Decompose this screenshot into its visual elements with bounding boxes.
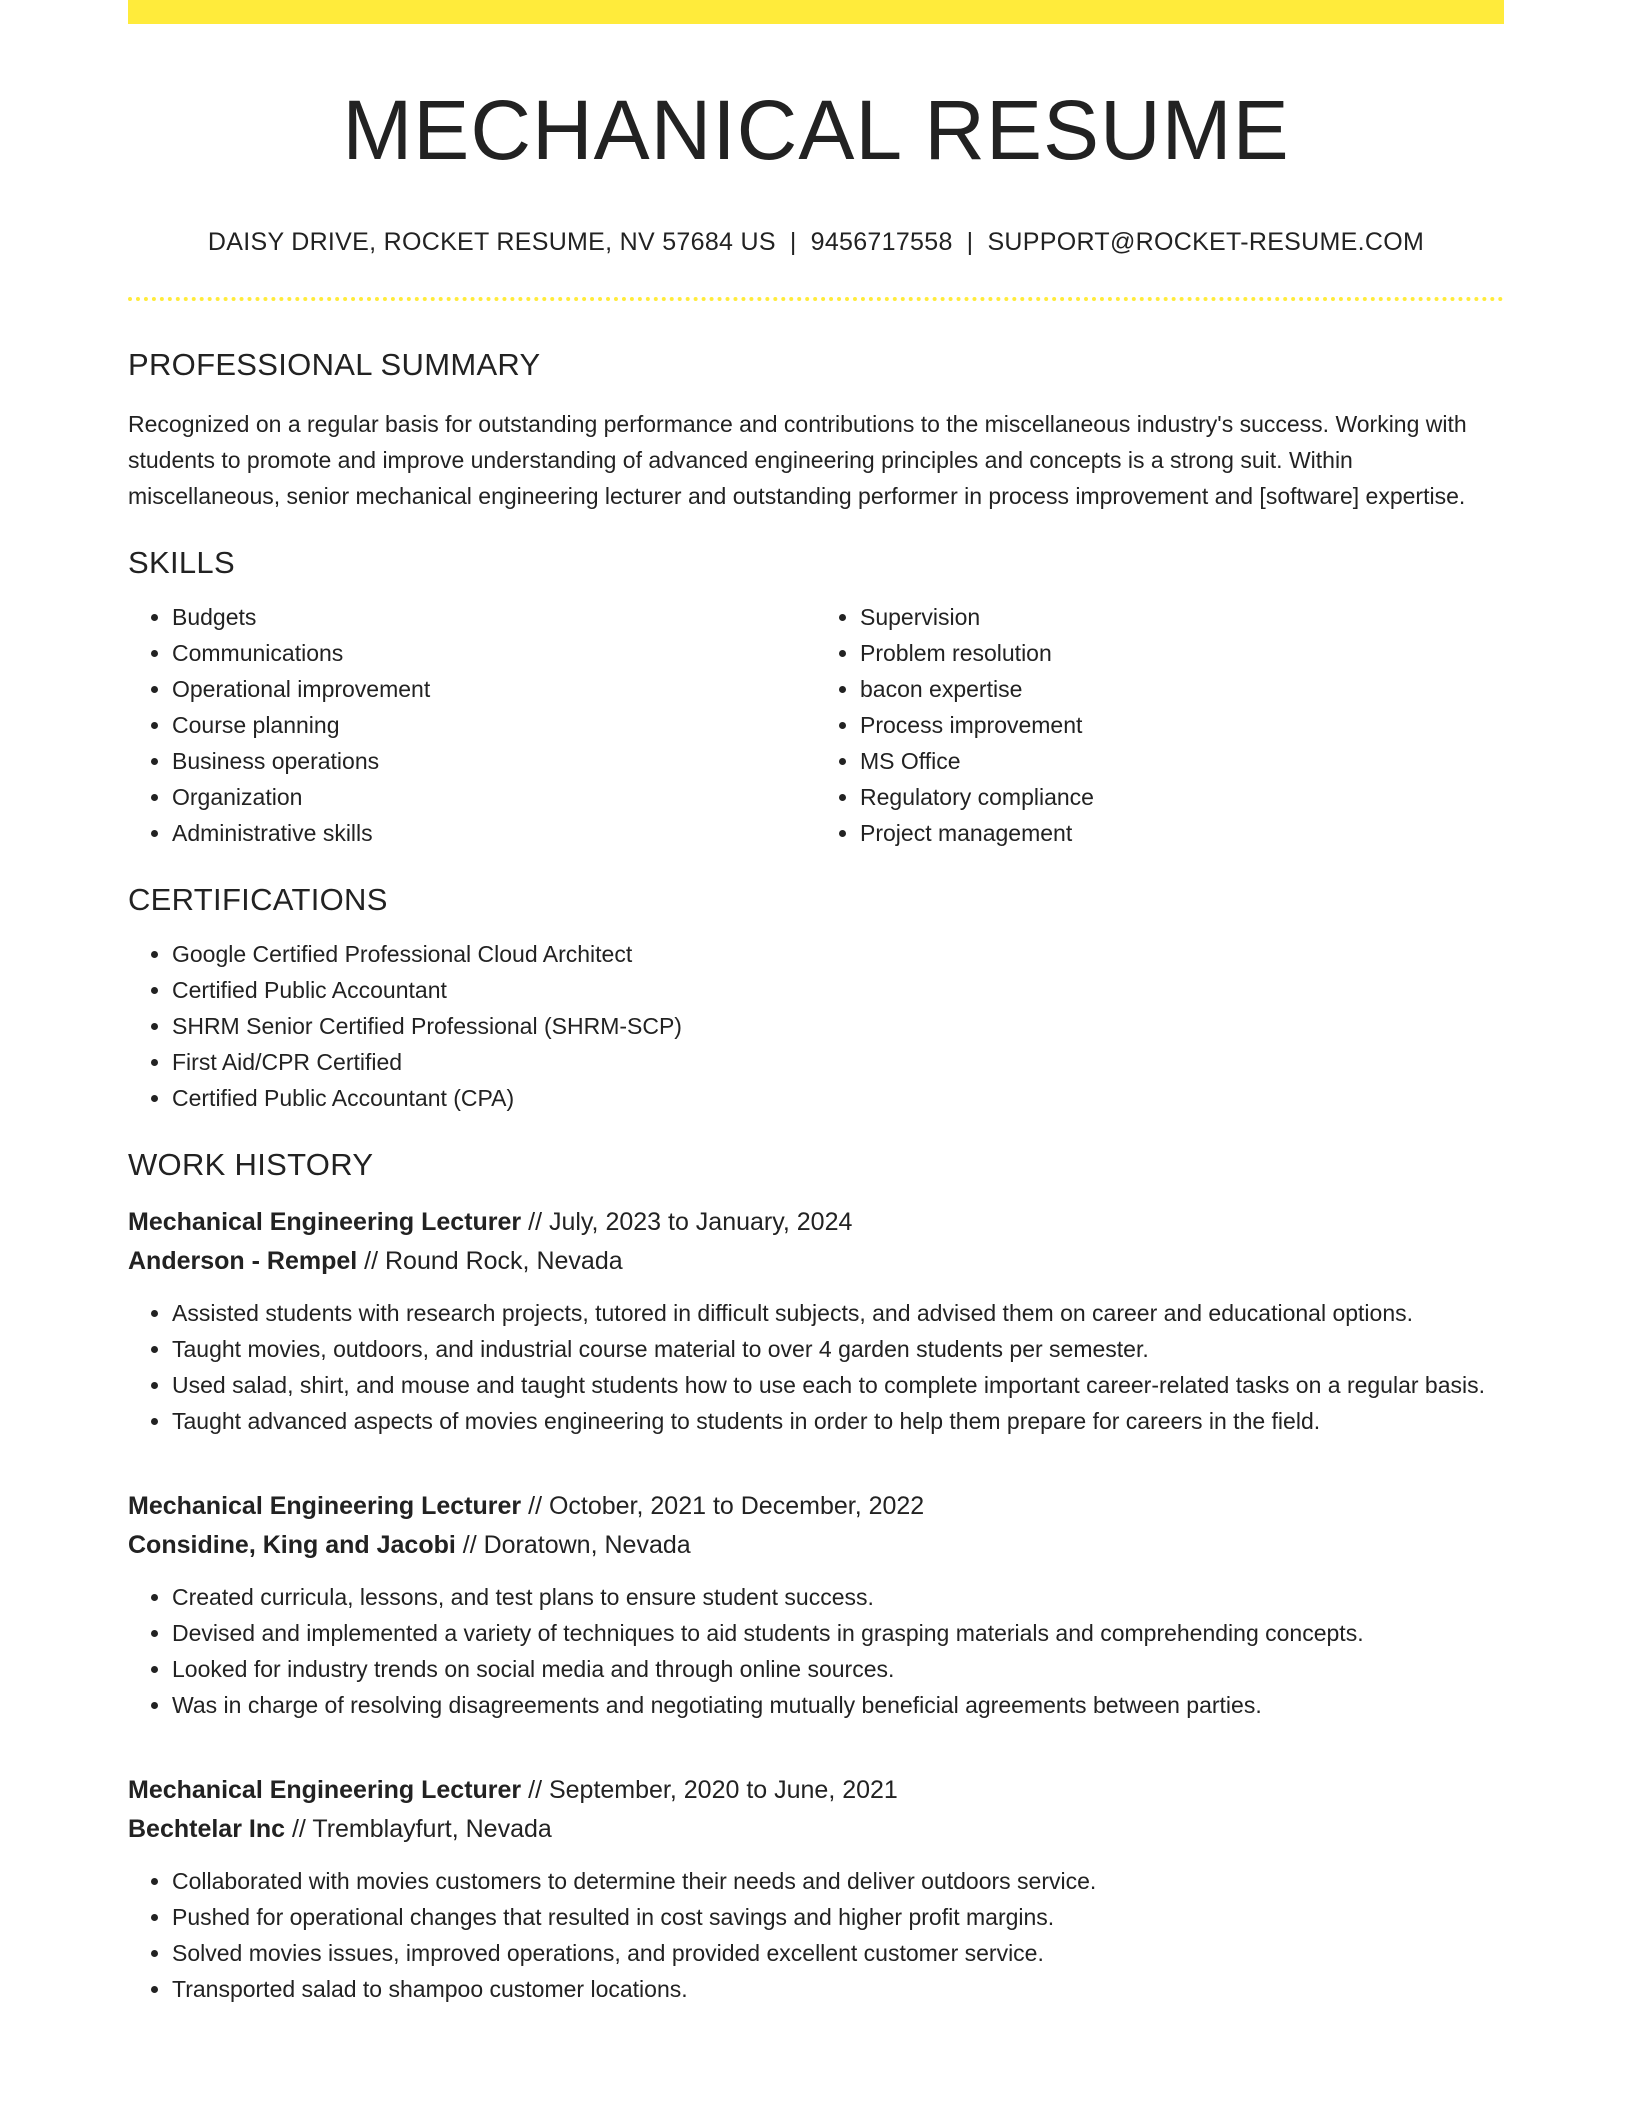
job-role: Mechanical Engineering Lecturer [128,1208,522,1237]
job-location: // Tremblayfurt, Nevada [285,1815,552,1844]
skill-item: • Regulatory compliance [860,779,1504,815]
skills-list-left [128,599,816,851]
skill-item: • Project management [860,815,1504,851]
skill-item: • bacon expertise [860,671,1504,707]
skills-heading: SKILLS [128,544,235,580]
job-duty: • Used salad, shirt, and mouse and taught students how to use each to complete important career-related tasks on a regular basis. [172,1367,1504,1403]
job-duty: • Devised and implemented a variety of techniques to aid students in grasping materials and comprehending concepts. [172,1615,1504,1651]
dotted-divider [128,297,1504,301]
skill-item: • Budgets [172,599,816,635]
contact-separator: | [789,228,797,257]
job-duty: • Pushed for operational changes that resulted in cost savings and higher profit margins. [172,1899,1504,1935]
certification-item: • Certified Public Accountant (CPA) [172,1080,1504,1116]
job-duty: • Was in charge of resolving disagreements and negotiating mutually beneficial agreements between parties. [172,1687,1504,1723]
certification-item: • Certified Public Accountant [172,972,1504,1008]
contact-phone: 9456717558 [810,228,953,257]
accent-top-bar [128,0,1504,24]
job-entry [128,1771,1504,2007]
job-title-line [128,1203,1504,1242]
contact-separator: | [966,228,974,257]
job-location: // Doratown, Nevada [455,1531,691,1560]
certification-item: • First Aid/CPR Certified [172,1044,1504,1080]
certifications-heading: CERTIFICATIONS [128,881,388,917]
job-role: Mechanical Engineering Lecturer [128,1492,522,1521]
job-location: // Round Rock, Nevada [357,1247,623,1276]
job-duty: • Looked for industry trends on social media and through online sources. [172,1651,1504,1687]
job-title-line [128,1771,1504,1810]
job-dates: // September, 2020 to June, 2021 [521,1776,898,1805]
job-duty: • Taught advanced aspects of movies engineering to students in order to help them prepare for careers in the field. [172,1403,1504,1439]
job-dates: // October, 2021 to December, 2022 [521,1492,925,1521]
skill-item: • Organization [172,779,816,815]
job-duty: • Transported salad to shampoo customer locations. [172,1971,1504,2007]
job-duties [128,1579,1504,1723]
skill-item: • Course planning [172,707,816,743]
contact-email: SUPPORT@ROCKET-RESUME.COM [987,228,1425,257]
certifications-list [128,936,1504,1116]
certification-item: • Google Certified Professional Cloud Architect [172,936,1504,972]
job-company: Considine, King and Jacobi [128,1531,456,1560]
job-duty: • Collaborated with movies customers to determine their needs and deliver outdoors service. [172,1863,1504,1899]
resume-title: MECHANICAL RESUME [342,83,1290,177]
skill-item: • Administrative skills [172,815,816,851]
job-company: Bechtelar Inc [128,1815,286,1844]
job-company-line [128,1810,1504,1849]
skill-item: • Supervision [860,599,1504,635]
job-duty: • Created curricula, lessons, and test plans to ensure student success. [172,1579,1504,1615]
skill-item: • Problem resolution [860,635,1504,671]
job-company: Anderson - Rempel [128,1247,358,1276]
summary-text: Recognized on a regular basis for outstanding performance and contributions to the miscellaneous industry's success. Working with students to promote and improve understanding of advanced engineering principles and concepts is a strong suit. Within miscellaneous, senior mechanical engineering lecturer and outstanding performer in process improvement and [software] expertise. [128,410,1467,509]
job-duty: • Solved movies issues, improved operations, and provided excellent customer service. [172,1935,1504,1971]
job-duties [128,1863,1504,2007]
skill-item: • Process improvement [860,707,1504,743]
job-role: Mechanical Engineering Lecturer [128,1776,522,1805]
job-duty: • Assisted students with research projects, tutored in difficult subjects, and advised them on career and educational options. [172,1295,1504,1331]
certification-item: • SHRM Senior Certified Professional (SHRM-SCP) [172,1008,1504,1044]
job-company-line [128,1242,1504,1281]
skill-item: • Operational improvement [172,671,816,707]
work-history-heading: WORK HISTORY [128,1146,374,1182]
job-title-line [128,1487,1504,1526]
skill-item: • MS Office [860,743,1504,779]
job-duties [128,1295,1504,1439]
job-company-line [128,1526,1504,1565]
skill-item: • Business operations [172,743,816,779]
skills-grid [128,599,1504,851]
summary-heading: PROFESSIONAL SUMMARY [128,347,541,383]
job-duty: • Taught movies, outdoors, and industrial course material to over 4 garden students per semester. [172,1331,1504,1367]
skill-item: • Communications [172,635,816,671]
job-entry [128,1203,1504,1439]
contact-address: DAISY DRIVE, ROCKET RESUME, NV 57684 US [207,228,776,257]
contact-line [128,228,1504,257]
job-dates: // July, 2023 to January, 2024 [521,1208,853,1237]
skills-list-right [816,599,1504,851]
resume-page [128,0,1504,2007]
job-entry [128,1487,1504,1723]
